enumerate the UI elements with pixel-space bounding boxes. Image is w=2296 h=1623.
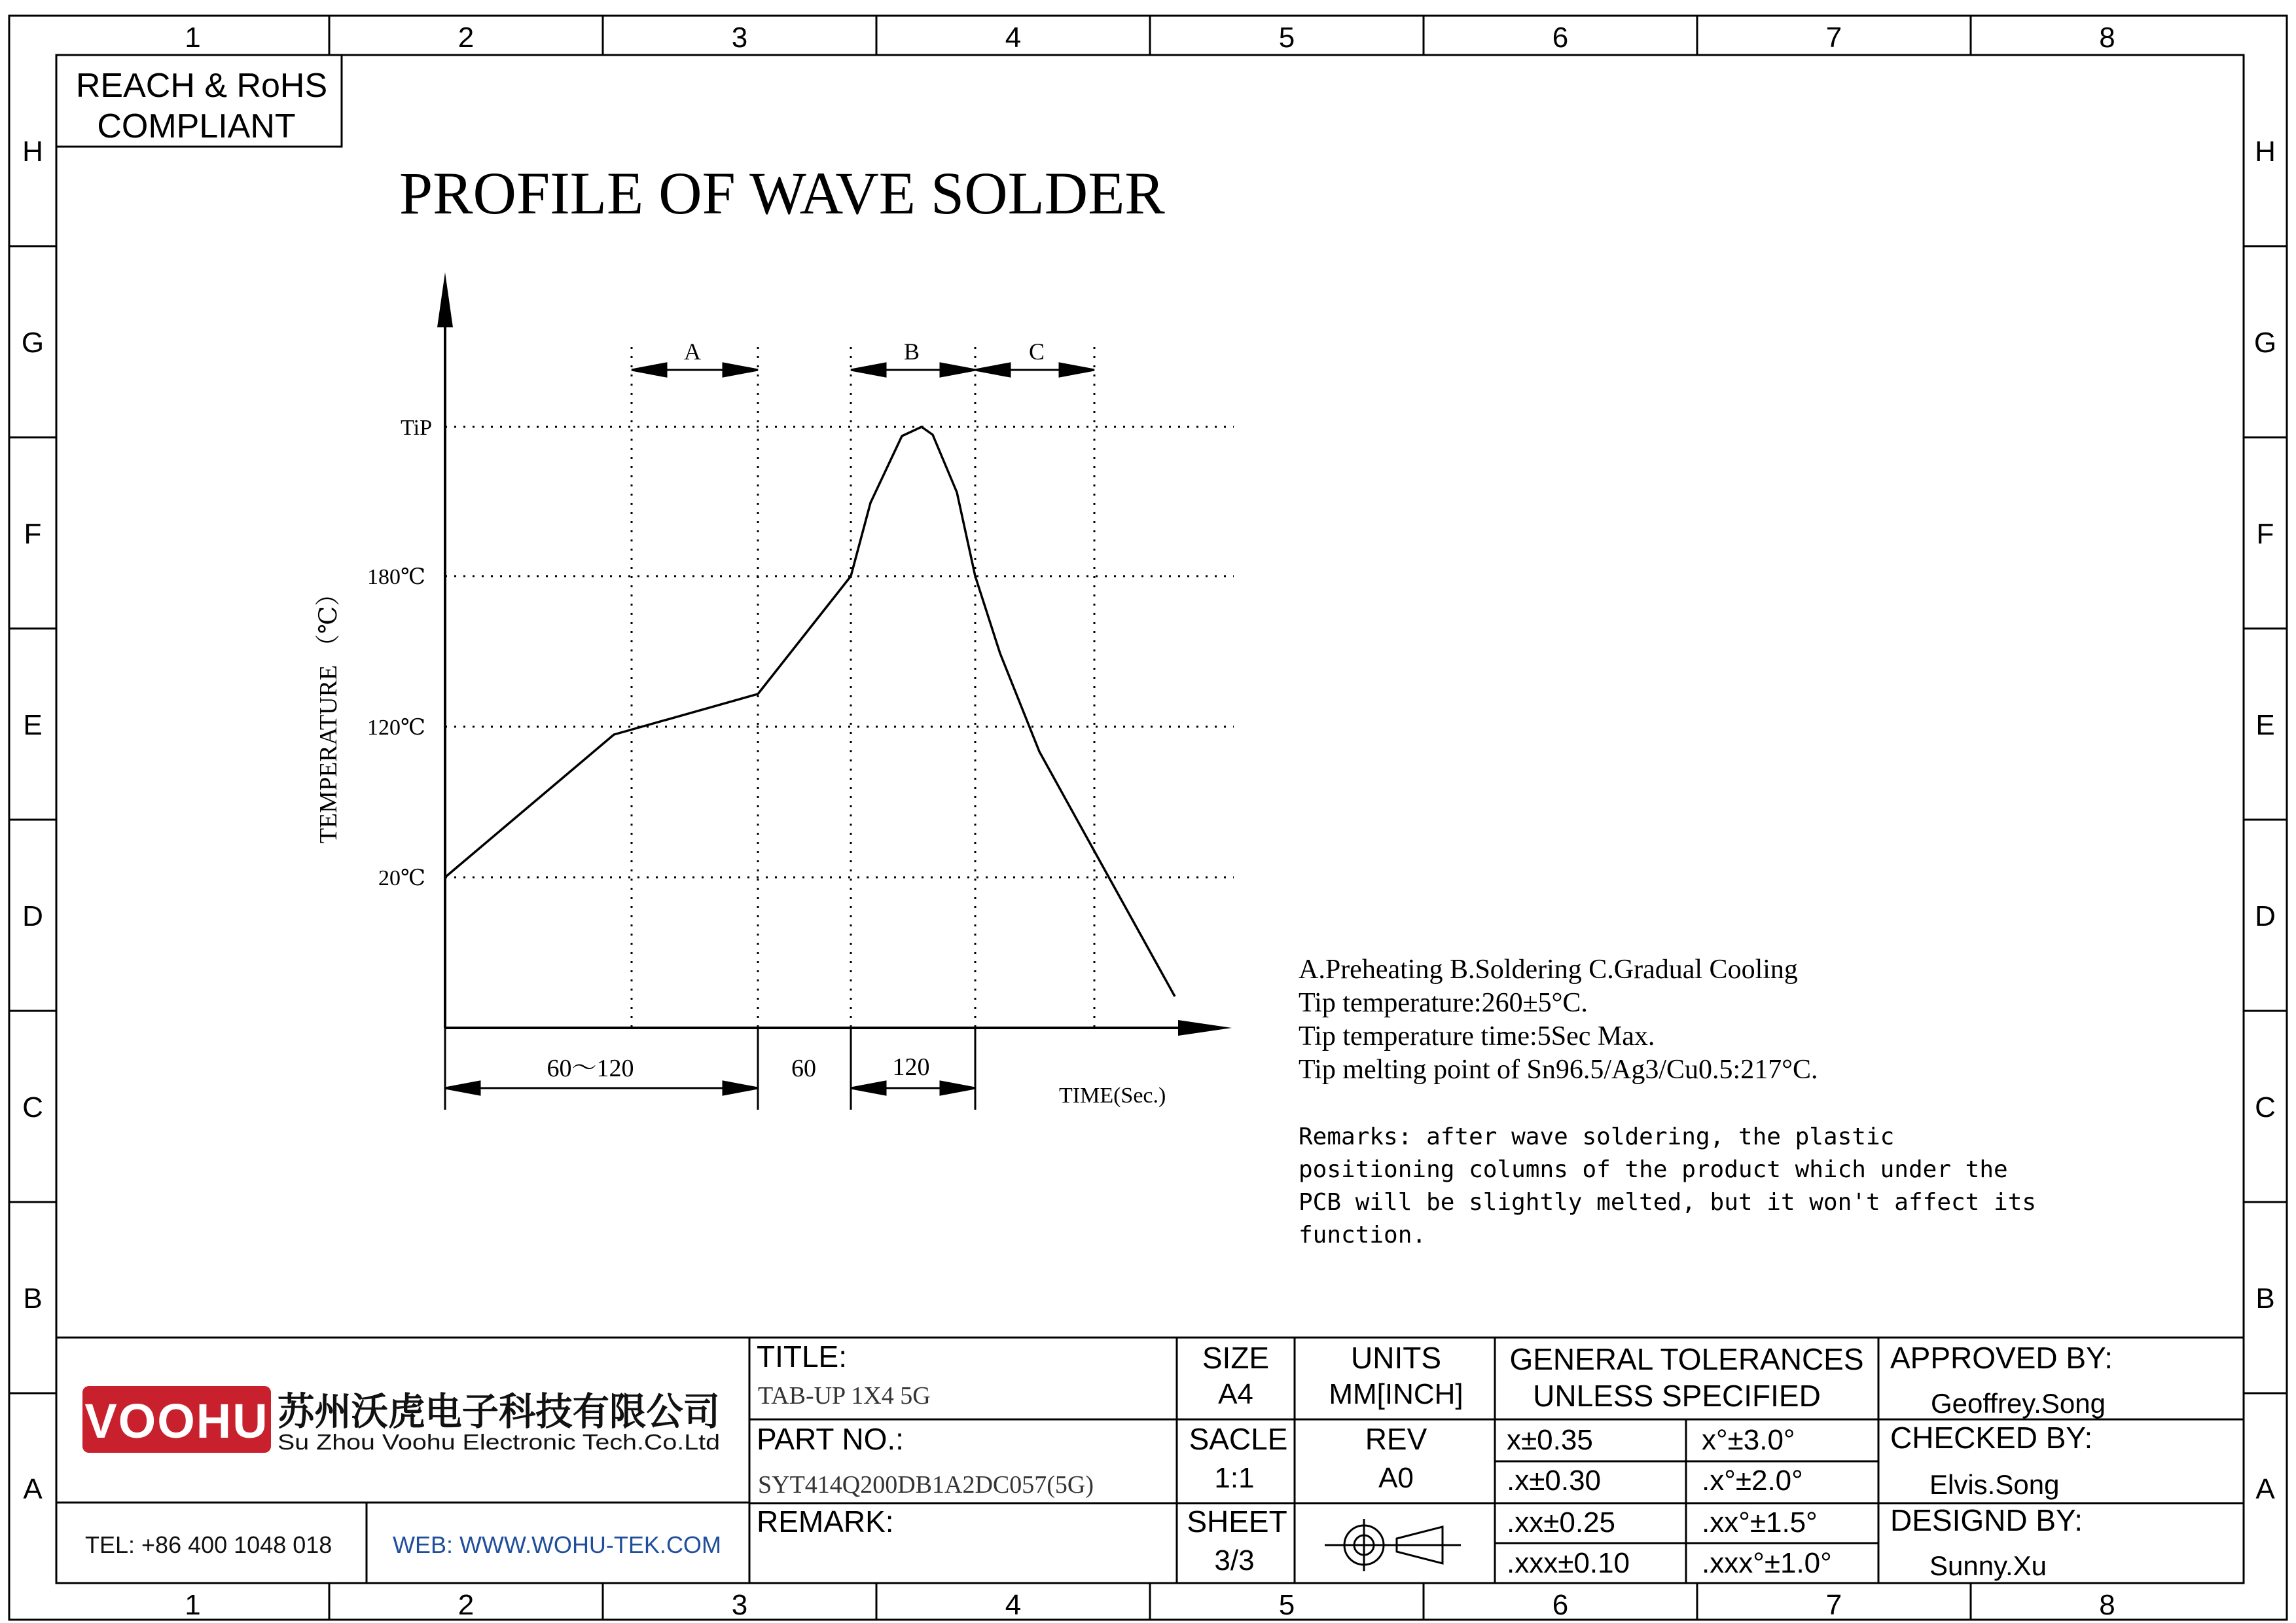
frame-row-label: F bbox=[24, 518, 42, 550]
checked-by-value: Elvis.Song bbox=[1929, 1469, 2060, 1500]
approved-by-value: Geoffrey.Song bbox=[1931, 1388, 2106, 1419]
frame-column-label: 2 bbox=[457, 1589, 475, 1621]
size-label: SIZE bbox=[1202, 1341, 1270, 1375]
time-segment-1-label: 60～120 bbox=[547, 1055, 634, 1082]
tolerance-header-2: UNLESS SPECIFIED bbox=[1533, 1379, 1821, 1413]
wave-solder-chart bbox=[315, 272, 1234, 1110]
frame-column-label: 6 bbox=[1552, 1589, 1569, 1621]
remark-label: REMARK: bbox=[757, 1504, 894, 1539]
remark-line: Remarks: after wave soldering, the plastic bbox=[1299, 1123, 1895, 1150]
company-tel: TEL: +86 400 1048 018 bbox=[85, 1531, 332, 1558]
zone-c-label: C bbox=[1028, 338, 1045, 365]
x-axis-arrow bbox=[1178, 1020, 1232, 1036]
zone-dimensions bbox=[632, 363, 1094, 376]
frame-row-label: A bbox=[2255, 1473, 2275, 1505]
title-value: TAB-UP 1X4 5G bbox=[758, 1382, 931, 1410]
notes-tip-time: Tip temperature time:5Sec Max. bbox=[1299, 1021, 1655, 1051]
temperature-gridlines bbox=[445, 427, 1234, 877]
drawing-frame bbox=[9, 16, 2287, 1620]
compliance-box bbox=[56, 55, 342, 147]
time-segment-2-label: 60 bbox=[791, 1055, 816, 1082]
frame-row-label: C bbox=[22, 1091, 43, 1123]
frame-ticks bbox=[9, 16, 2287, 1620]
frame-row-label: A bbox=[23, 1473, 43, 1505]
frame-column-label: 3 bbox=[731, 22, 748, 54]
tolerance-linear: .xx±0.25 bbox=[1507, 1506, 1616, 1539]
tolerance-header-1: GENERAL TOLERANCES bbox=[1509, 1342, 1864, 1376]
remark-line: positioning columns of the product which under the bbox=[1299, 1156, 2008, 1183]
notes-legend: A.Preheating B.Soldering C.Gradual Cooling bbox=[1299, 955, 1798, 985]
frame-row-label: D bbox=[2255, 900, 2276, 932]
time-gridlines bbox=[632, 347, 1094, 1028]
zone-a-arrow-right bbox=[723, 363, 758, 376]
title-block bbox=[56, 1338, 2244, 1583]
y-tick-180: 180℃ bbox=[367, 565, 425, 589]
notes-melting-point: Tip melting point of Sn96.5/Ag3/Cu0.5:217°C. bbox=[1299, 1055, 1818, 1085]
process-notes bbox=[1299, 955, 1818, 1085]
frame-row-label: B bbox=[23, 1283, 43, 1315]
frame-column-label: 7 bbox=[1825, 1589, 1842, 1621]
time-dim-3-arrow-right bbox=[941, 1082, 975, 1095]
zone-b-arrow-right bbox=[941, 363, 975, 376]
company-name-en: Su Zhou Voohu Electronic Tech.Co.Ltd bbox=[278, 1430, 720, 1454]
units-value: MM[INCH] bbox=[1329, 1378, 1463, 1410]
scale-label: SACLE bbox=[1189, 1422, 1288, 1456]
part-no-label: PART NO.: bbox=[757, 1422, 904, 1456]
frame-column-label: 1 bbox=[185, 1589, 201, 1621]
voohu-logo bbox=[82, 1386, 720, 1454]
y-tick-20: 20℃ bbox=[378, 866, 425, 890]
zone-a-arrow-left bbox=[632, 363, 666, 376]
frame-row-label: H bbox=[22, 136, 43, 168]
y-tick-120: 120℃ bbox=[367, 716, 425, 740]
sheet-label: SHEET bbox=[1187, 1504, 1287, 1539]
frame-column-label: 2 bbox=[457, 22, 475, 54]
zone-c-arrow-right bbox=[1060, 363, 1094, 376]
checked-by-label: CHECKED BY: bbox=[1890, 1421, 2093, 1455]
tolerance-linear: .xxx±0.10 bbox=[1507, 1547, 1630, 1579]
designed-by-value: Sunny.Xu bbox=[1929, 1550, 2047, 1581]
tolerance-angular: x°±3.0° bbox=[1702, 1424, 1795, 1456]
time-dim-3-arrow-left bbox=[851, 1082, 886, 1095]
frame-column-label: 1 bbox=[185, 22, 201, 54]
remark-line: function. bbox=[1299, 1222, 1427, 1249]
frame-row-label: G bbox=[21, 327, 45, 359]
frame-row-label: C bbox=[2255, 1091, 2276, 1123]
remarks bbox=[1299, 1123, 2036, 1249]
scale-value: 1:1 bbox=[1214, 1462, 1255, 1494]
units-label: UNITS bbox=[1351, 1341, 1441, 1375]
company-name-cn: 苏州沃虎电子科技有限公司 bbox=[278, 1391, 720, 1433]
frame-column-label: 5 bbox=[1278, 22, 1295, 54]
frame-column-label: 8 bbox=[2099, 1589, 2115, 1621]
approved-by-label: APPROVED BY: bbox=[1890, 1341, 2113, 1375]
frame-column-label: 6 bbox=[1552, 22, 1569, 54]
temperature-profile-curve bbox=[445, 427, 1175, 996]
time-dim-1-arrow-left bbox=[445, 1082, 480, 1095]
zone-a-label: A bbox=[684, 338, 701, 365]
tolerance-linear: x±0.35 bbox=[1507, 1424, 1593, 1456]
tolerance-angular: .x°±2.0° bbox=[1702, 1465, 1803, 1497]
tolerance-angular: .xxx°±1.0° bbox=[1702, 1547, 1832, 1579]
frame-row-label: D bbox=[22, 900, 43, 932]
tolerance-angular: .xx°±1.5° bbox=[1702, 1506, 1818, 1539]
frame-row-label: H bbox=[2255, 136, 2276, 168]
frame-row-label: B bbox=[2255, 1283, 2275, 1315]
frame-column-label: 4 bbox=[1005, 1589, 1022, 1621]
size-value: A4 bbox=[1218, 1378, 1253, 1410]
sheet-value: 3/3 bbox=[1214, 1544, 1255, 1577]
frame-labels bbox=[22, 22, 2276, 1621]
company-web: WEB: WWW.WOHU-TEK.COM bbox=[393, 1531, 721, 1558]
y-tick-tip: TiP bbox=[401, 416, 432, 440]
drawing-title: PROFILE OF WAVE SOLDER bbox=[399, 160, 1165, 227]
frame-column-label: 3 bbox=[731, 1589, 748, 1621]
compliance-line-1: REACH & RoHS bbox=[75, 67, 328, 105]
frame-row-label: F bbox=[2256, 518, 2274, 550]
part-no-value: SYT414Q200DB1A2DC057(5G) bbox=[758, 1471, 1094, 1499]
zone-b-label: B bbox=[903, 338, 920, 365]
rev-label: REV bbox=[1365, 1422, 1427, 1456]
frame-column-label: 4 bbox=[1005, 22, 1022, 54]
tolerance-linear: .x±0.30 bbox=[1507, 1465, 1602, 1497]
y-axis-label: TEMPERATURE （℃） bbox=[315, 581, 342, 844]
frame-row-label: E bbox=[23, 709, 43, 741]
frame-column-label: 8 bbox=[2099, 22, 2115, 54]
time-segment-3-label: 120 bbox=[892, 1053, 930, 1081]
frame-row-label: G bbox=[2253, 327, 2277, 359]
logo-text: VOOHU bbox=[84, 1394, 269, 1448]
designed-by-label: DESIGND BY: bbox=[1890, 1503, 2083, 1537]
compliance-line-2: COMPLIANT bbox=[97, 107, 296, 145]
remark-line: PCB will be slightly melted, but it won't affect its bbox=[1299, 1189, 2037, 1216]
title-label: TITLE: bbox=[757, 1340, 848, 1374]
frame-column-label: 5 bbox=[1278, 1589, 1295, 1621]
x-axis-label: TIME(Sec.) bbox=[1059, 1084, 1166, 1108]
rev-value: A0 bbox=[1378, 1462, 1414, 1494]
zone-b-arrow-left bbox=[851, 363, 886, 376]
zone-c-arrow-left bbox=[975, 363, 1010, 376]
time-dim-1-arrow-right bbox=[723, 1082, 758, 1095]
notes-tip-temperature: Tip temperature:260±5°C. bbox=[1299, 988, 1588, 1018]
frame-column-label: 7 bbox=[1825, 22, 1842, 54]
y-axis-arrow bbox=[437, 272, 453, 327]
time-dimensions bbox=[445, 1082, 975, 1095]
frame-row-label: E bbox=[2255, 709, 2275, 741]
projection-symbol-icon bbox=[1325, 1519, 1461, 1571]
